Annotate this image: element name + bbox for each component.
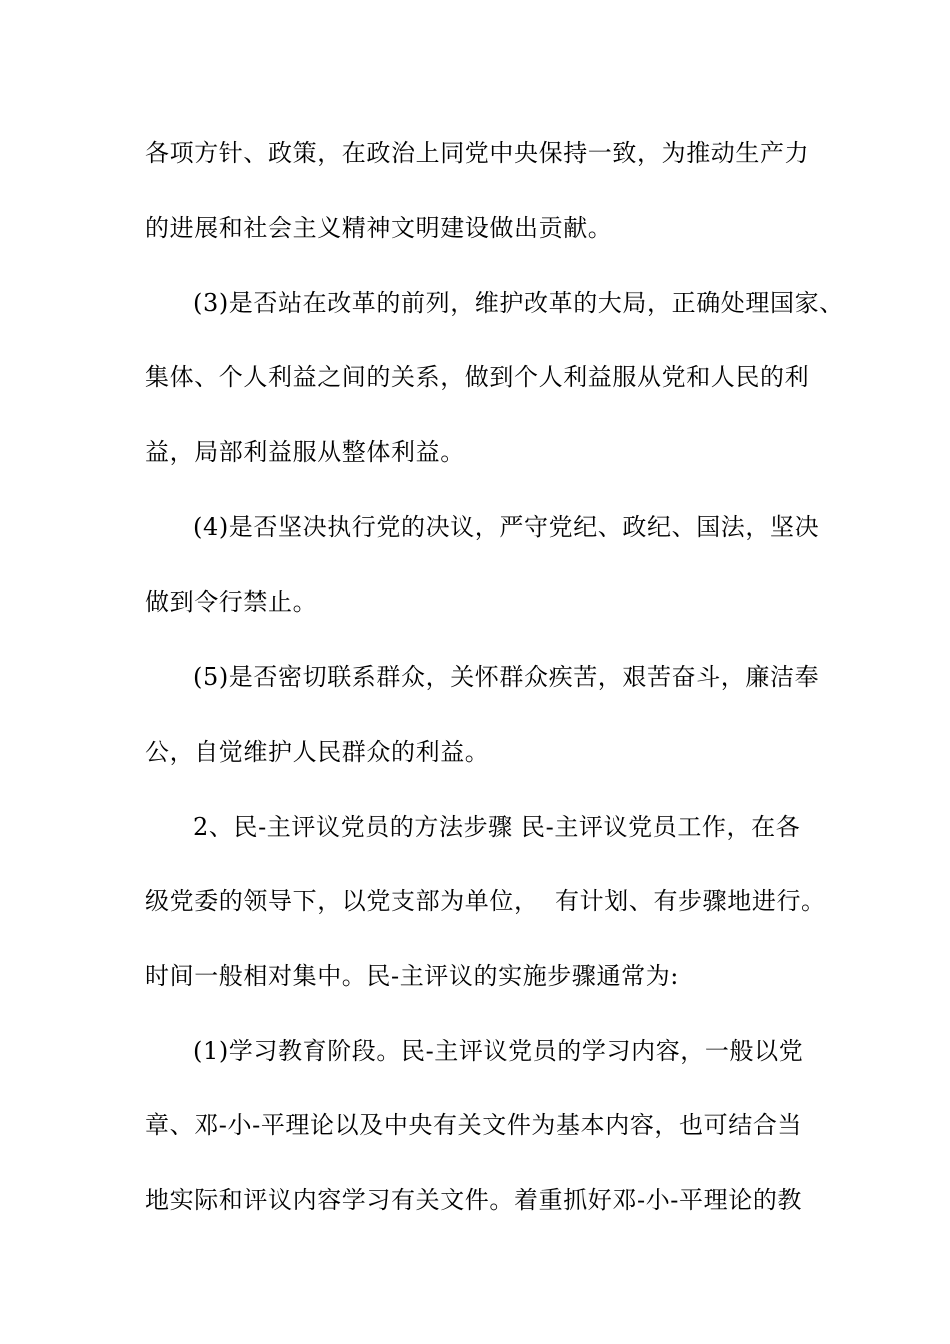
text-line: 集体、个人利益之间的关系，做到个人利益服从党和人民的利 bbox=[145, 363, 810, 391]
text-line: 做到令行禁止。 bbox=[145, 588, 318, 616]
paragraph-start-line: (5)是否密切联系群众，关怀群众疾苦，艰苦奋斗，廉洁奉 bbox=[193, 663, 820, 691]
text-line: 时间一般相对集中。民-主评议的实施步骤通常为: bbox=[145, 962, 679, 990]
paragraph-start-line: (3)是否站在改革的前列，维护改革的大局，正确处理国家、 bbox=[193, 289, 844, 317]
text-line: 公，自觉维护人民群众的利益。 bbox=[145, 738, 490, 766]
text-line: 各项方针、政策，在政治上同党中央保持一致，为推动生产力 bbox=[145, 139, 810, 167]
paragraph-start-line: (4)是否坚决执行党的决议，严守党纪、政纪、国法，坚决 bbox=[193, 513, 820, 541]
text-line: 级党委的领导下，以党支部为单位， 有计划、有步骤地进行。 bbox=[145, 887, 826, 915]
text-line: 地实际和评议内容学习有关文件。着重抓好邓-小-平理论的教 bbox=[145, 1186, 803, 1214]
text-line: 章、邓-小-平理论以及中央有关文件为基本内容，也可结合当 bbox=[145, 1111, 803, 1139]
paragraph-start-line: 2、民-主评议党员的方法步骤 民-主评议党员工作，在各 bbox=[193, 813, 801, 841]
paragraph-start-line: (1)学习教育阶段。民-主评议党员的学习内容，一般以党 bbox=[193, 1037, 804, 1065]
text-line: 的进展和社会主义精神文明建设做出贡献。 bbox=[145, 214, 613, 242]
text-line: 益，局部利益服从整体利益。 bbox=[145, 438, 465, 466]
